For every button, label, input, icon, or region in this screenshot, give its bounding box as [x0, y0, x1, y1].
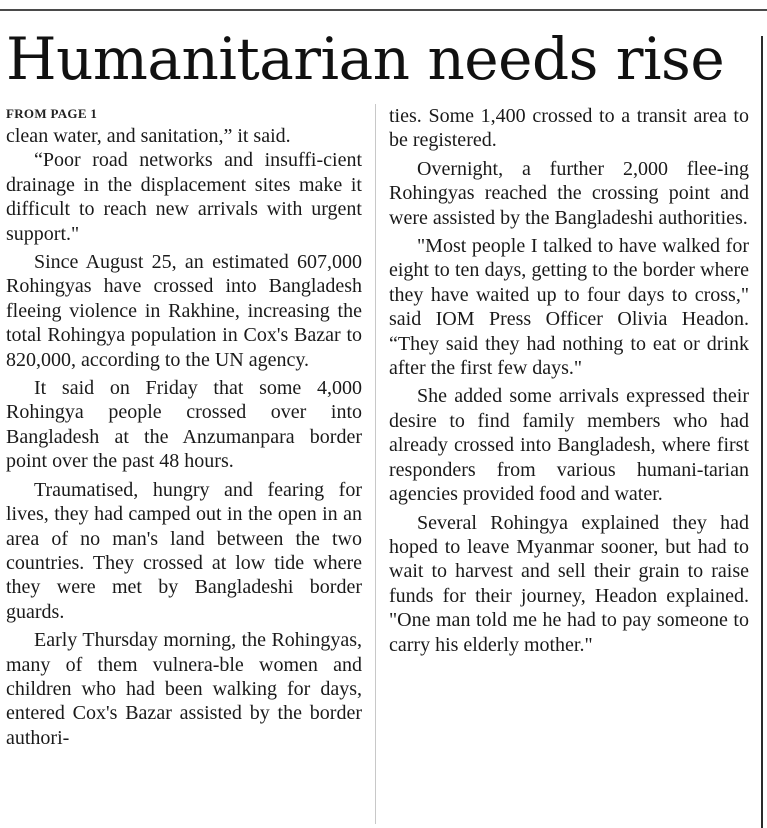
- right-paragraph-1: ties. Some 1,400 crossed to a transit area to be registered.: [389, 105, 749, 152]
- column-divider: [375, 104, 376, 824]
- right-paragraph-4: She added some arrivals expressed their desire to find family members who had already crossed into Bangladesh, where first responders from various humani-tarian agencies provided food and water.: [389, 385, 749, 506]
- left-paragraph-2: “Poor road networks and insuffi-cient drainage in the displacement sites make it difficult to reach new arrivals with urgent support.": [6, 149, 362, 245]
- left-paragraph-4: It said on Friday that some 4,000 Rohingya people crossed over into Bangladesh at the Anzumanpara border point over the past 48 hours.: [6, 377, 362, 473]
- right-border-rule: [761, 36, 763, 828]
- top-rule: [0, 9, 767, 11]
- left-paragraph-5: Traumatised, hungry and fearing for lives, they had camped out in the open in an area of no man's land between the two countries. They crossed at low tide where they were met by Bangladeshi border guards.: [6, 478, 362, 623]
- right-column: [389, 104, 749, 657]
- right-paragraph-3: "Most people I talked to have walked for eight to ten days, getting to the border where they have waited up to four days to cross," said IOM Press Officer Olivia Headon. “They said they had nothing to eat or drink after the first few days.": [389, 235, 749, 380]
- right-paragraph-2: Overnight, a further 2,000 flee-ing Rohingyas reached the crossing point and were assisted by the Bangladeshi authorities.: [389, 157, 749, 229]
- left-paragraph-3: Since August 25, an estimated 607,000 Rohingyas have crossed into Bangladesh fleeing violence in Rakhine, increasing the total Rohingya population in Cox's Bazar to 820,000, according to the UN agency.: [6, 251, 362, 371]
- headline: Humanitarian needs rise: [6, 25, 725, 93]
- left-column: [6, 104, 362, 750]
- left-paragraph-6: Early Thursday morning, the Rohingyas, many of them vulnera-ble women and children who had been walking for days, entered Cox's Bazar assisted by the border authori-: [6, 629, 362, 749]
- right-paragraph-5: Several Rohingya explained they had hoped to leave Myanmar sooner, but had to wait to harvest and sell their grain to raise funds for their journey, Headon explained. "One man told me he had to pay someone to carry his elderly mother.": [389, 511, 749, 656]
- kicker-from-page: FROM PAGE 1: [6, 106, 98, 121]
- left-paragraph-1: clean water, and sanitation,” it said.: [6, 125, 291, 147]
